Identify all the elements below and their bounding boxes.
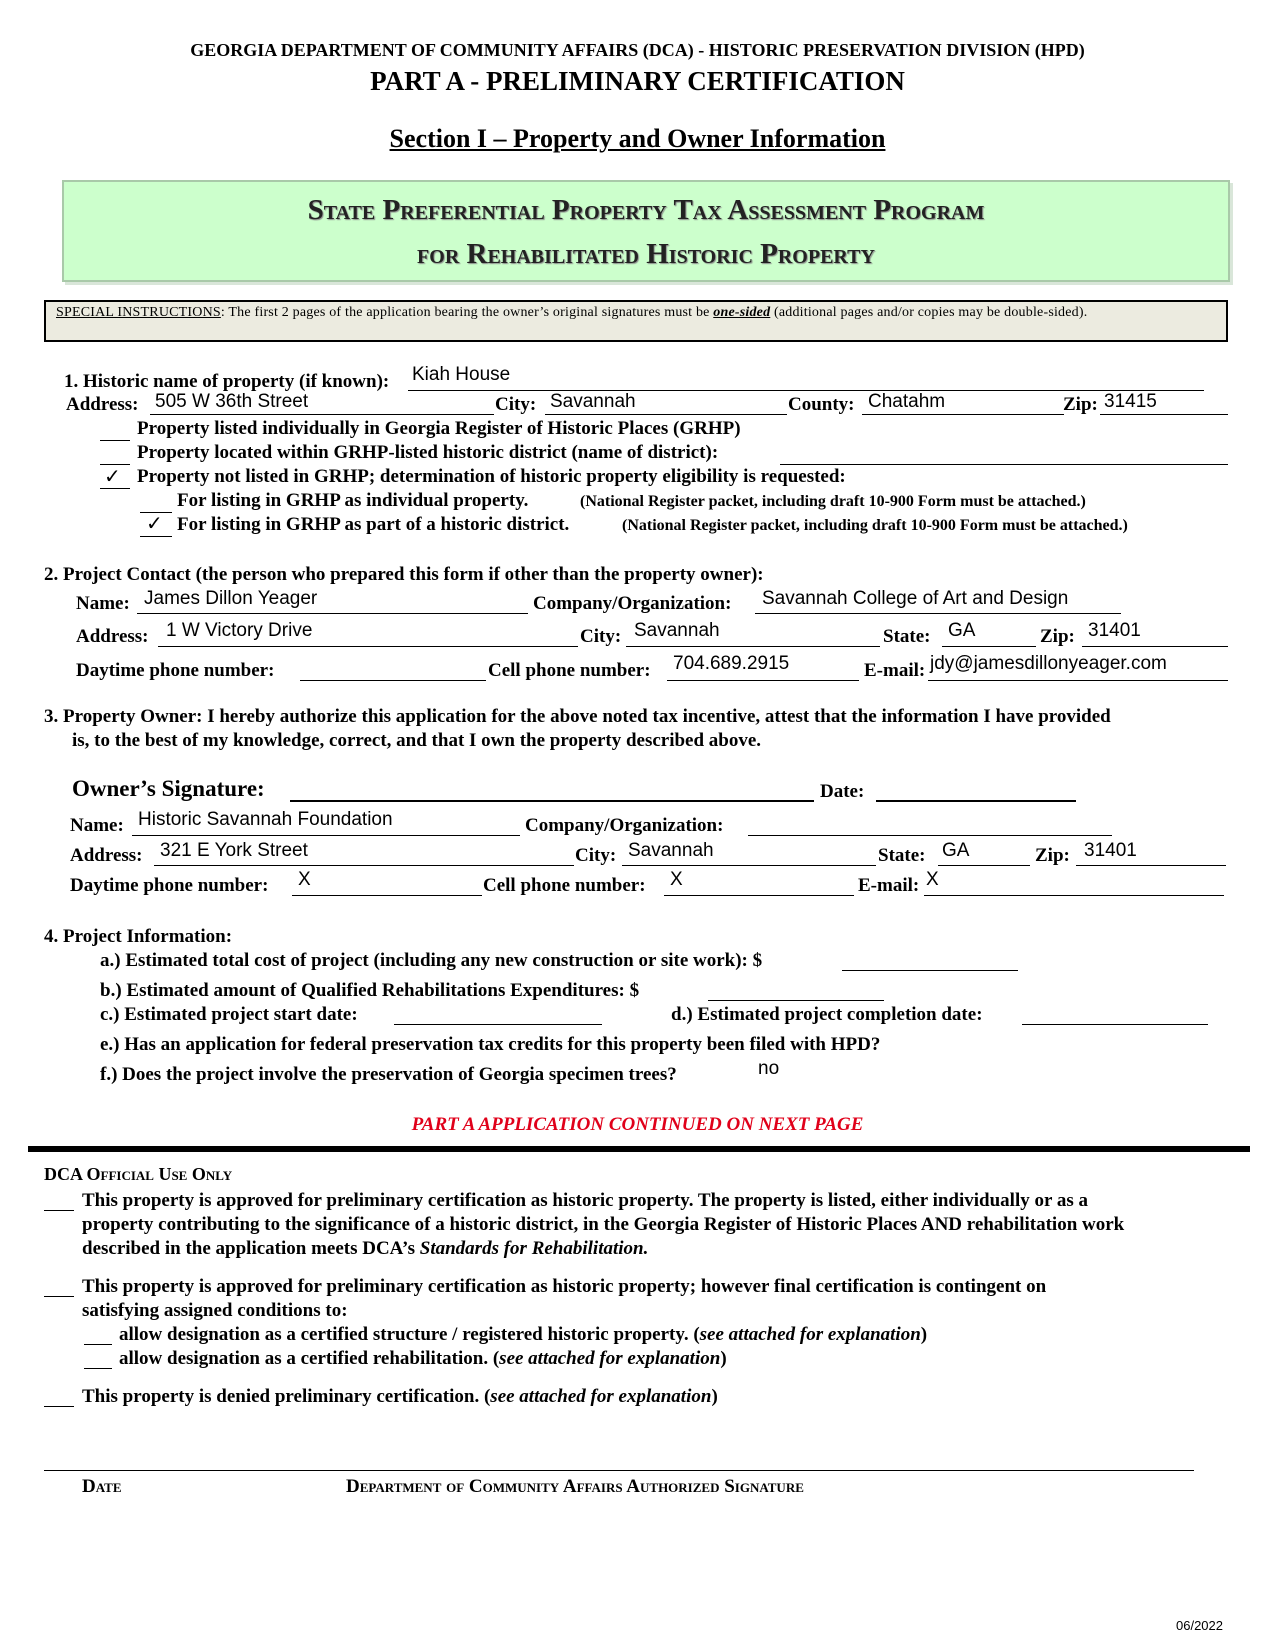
q4-f-field[interactable]: no	[758, 1058, 780, 1079]
owner-date-field[interactable]	[876, 800, 1076, 802]
owner-signature-field[interactable]	[290, 800, 814, 802]
property-zip-field[interactable]: 31415	[1104, 391, 1157, 412]
special-instructions: SPECIAL INSTRUCTIONS: The first 2 pages of the application bearing the owner’s original signatures must be one-sided (additional pages and/or copies may be double-sided).	[44, 300, 1228, 342]
official-cond-structure-label: allow designation as a certified structure / registered historic property. (see attached for explanation)	[119, 1324, 928, 1345]
official-use-title: DCA Official Use Only	[44, 1164, 233, 1184]
contact-state-field[interactable]: GA	[948, 620, 976, 641]
q4-a-label: a.) Estimated total cost of project (including any new construction or site work): $	[100, 950, 763, 971]
official-p1-line1: This property is approved for preliminary certification as historic property. The property is listed, either individually or as a	[82, 1190, 1088, 1211]
contact-address-field[interactable]: 1 W Victory Drive	[166, 620, 313, 641]
opt1-label: Property listed individually in Georgia Register of Historic Places (GRHP)	[137, 418, 741, 439]
q3-company-label: Company/Organization:	[525, 815, 724, 836]
official-denied-checkbox[interactable]	[44, 1406, 74, 1407]
opt3-checkbox[interactable]	[100, 488, 130, 489]
q4-e-label: e.) Has an application for federal preservation tax credits for this property been filed with HPD?	[100, 1034, 881, 1055]
property-city-field[interactable]: Savannah	[550, 391, 636, 412]
agency-header: GEORGIA DEPARTMENT OF COMMUNITY AFFAIRS (DCA) - HISTORIC PRESERVATION DIVISION (HPD)	[190, 40, 1085, 60]
sub1-note: (National Register packet, including draft 10-900 Form must be attached.)	[580, 493, 1086, 510]
continued-notice: PART A APPLICATION CONTINUED ON NEXT PAGE	[411, 1114, 864, 1135]
q1-label: 1. Historic name of property (if known):	[64, 371, 390, 392]
owner-address-field[interactable]: 321 E York Street	[160, 840, 308, 861]
official-p2-line2: satisfying assigned conditions to:	[82, 1300, 348, 1321]
part-title: PART A - PRELIMINARY CERTIFICATION	[370, 66, 905, 96]
q4-d-field[interactable]	[1022, 1024, 1208, 1025]
program-banner	[62, 180, 1230, 282]
contact-zip-field[interactable]: 31401	[1088, 620, 1141, 641]
section-divider	[28, 1146, 1250, 1152]
q3-name-label: Name:	[70, 815, 124, 836]
contact-email-field[interactable]: jdy@jamesdillonyeager.com	[930, 653, 1167, 674]
footer-signature-line	[44, 1470, 1194, 1471]
owner-daytime-phone-field[interactable]: X	[298, 869, 311, 890]
official-approve-checkbox[interactable]	[44, 1210, 74, 1211]
owner-name-field[interactable]: Historic Savannah Foundation	[138, 809, 393, 830]
q3-date-label: Date:	[820, 781, 865, 802]
property-county-field[interactable]: Chatahm	[868, 391, 946, 412]
q3-email-label: E-mail:	[858, 875, 920, 896]
form-version: 06/2022	[1176, 1618, 1223, 1633]
sub1-label: For listing in GRHP as individual property.	[177, 490, 529, 511]
official-cond-structure-checkbox[interactable]	[84, 1344, 112, 1345]
sub2-checkbox[interactable]	[140, 536, 172, 537]
q2-label: 2. Project Contact (the person who prepared this form if other than the property owner):	[44, 564, 764, 585]
q4-c-field[interactable]	[394, 1024, 602, 1025]
official-p2-line1: This property is approved for preliminary certification as historic property; however final certification is contingent on	[82, 1276, 1047, 1297]
owner-zip-field[interactable]: 31401	[1084, 840, 1137, 861]
sub2-label: For listing in GRHP as part of a historic district.	[177, 514, 570, 535]
official-p1-line3: described in the application meets DCA’s Standards for Rehabilitation.	[82, 1238, 649, 1259]
q3-text-line2: is, to the best of my knowledge, correct, and that I own the property described above.	[72, 730, 762, 751]
q1-county-label: County:	[788, 394, 855, 415]
q2-zip-label: Zip:	[1040, 626, 1075, 647]
footer-date-label: Date	[82, 1476, 122, 1497]
q2-email-label: E-mail:	[864, 660, 926, 681]
district-name-field[interactable]	[780, 464, 1228, 465]
q3-zip-label: Zip:	[1035, 845, 1070, 866]
q3-address-label: Address:	[70, 845, 143, 866]
opt2-label: Property located within GRHP-listed historic district (name of district):	[137, 442, 719, 463]
q2-name-label: Name:	[76, 593, 130, 614]
opt1-checkbox[interactable]	[100, 440, 130, 441]
official-cond-rehab-label: allow designation as a certified rehabilitation. (see attached for explanation)	[119, 1348, 727, 1369]
q4-f-label: f.) Does the project involve the preservation of Georgia specimen trees?	[100, 1064, 677, 1085]
official-p1-line2: property contributing to the significance of a historic district, in the Georgia Register of Historic Places AND rehabilitation work	[82, 1214, 1125, 1235]
owner-cell-phone-field[interactable]: X	[670, 869, 683, 890]
opt3-label: Property not listed in GRHP; determination of historic property eligibility is requested:	[137, 466, 846, 487]
q1-city-label: City:	[495, 394, 537, 415]
owner-email-field[interactable]: X	[926, 869, 939, 890]
q3-dphone-label: Daytime phone number:	[70, 875, 269, 896]
footer-signature-label: Department of Community Affairs Authorized Signature	[346, 1476, 804, 1497]
q4-label: 4. Project Information:	[44, 926, 233, 947]
property-name-field[interactable]: Kiah House	[412, 364, 511, 385]
q1-zip-label: Zip:	[1063, 394, 1098, 415]
q3-state-label: State:	[878, 845, 926, 866]
q4-b-label: b.) Estimated amount of Qualified Rehabilitations Expenditures: $	[100, 980, 640, 1001]
q1-address-label: Address:	[66, 394, 139, 415]
q4-b-field[interactable]	[708, 1000, 884, 1001]
q2-city-label: City:	[580, 626, 622, 647]
q2-dphone-label: Daytime phone number:	[76, 660, 275, 681]
opt3-check-icon: ✓	[104, 464, 121, 488]
property-address-field[interactable]: 505 W 36th Street	[155, 391, 309, 412]
contact-cell-phone-field[interactable]: 704.689.2915	[673, 653, 790, 674]
q4-c-label: c.) Estimated project start date:	[100, 1004, 358, 1025]
q3-cell-label: Cell phone number:	[483, 875, 646, 896]
contact-company-field[interactable]: Savannah College of Art and Design	[762, 588, 1069, 609]
q4-d-label: d.) Estimated project completion date:	[671, 1004, 983, 1025]
program-title-line2: for Rehabilitated Historic Property	[417, 238, 875, 270]
official-denied-label: This property is denied preliminary certification. (see attached for explanation)	[82, 1386, 718, 1407]
q4-a-field[interactable]	[842, 970, 1018, 971]
section-title: Section I – Property and Owner Information	[389, 124, 886, 153]
q2-state-label: State:	[883, 626, 931, 647]
contact-name-field[interactable]: James Dillon Yeager	[144, 588, 318, 609]
owner-city-field[interactable]: Savannah	[628, 840, 714, 861]
q3-text-line1: 3. Property Owner: I hereby authorize this application for the above noted tax incentive, attest that the information I have provided	[44, 706, 1111, 727]
sub2-check-icon: ✓	[146, 511, 163, 535]
official-conditional-checkbox[interactable]	[44, 1296, 74, 1297]
official-cond-rehab-checkbox[interactable]	[84, 1368, 112, 1369]
owner-state-field[interactable]: GA	[942, 840, 970, 861]
sub2-note: (National Register packet, including draft 10-900 Form must be attached.)	[622, 517, 1128, 534]
q2-address-label: Address:	[76, 626, 149, 647]
program-title-line1: State Preferential Property Tax Assessment Program	[307, 194, 985, 226]
owner-signature-label: Owner’s Signature:	[72, 776, 265, 801]
q2-cell-label: Cell phone number:	[488, 660, 651, 681]
q2-company-label: Company/Organization:	[533, 593, 732, 614]
q3-city-label: City:	[575, 845, 617, 866]
contact-city-field[interactable]: Savannah	[634, 620, 720, 641]
